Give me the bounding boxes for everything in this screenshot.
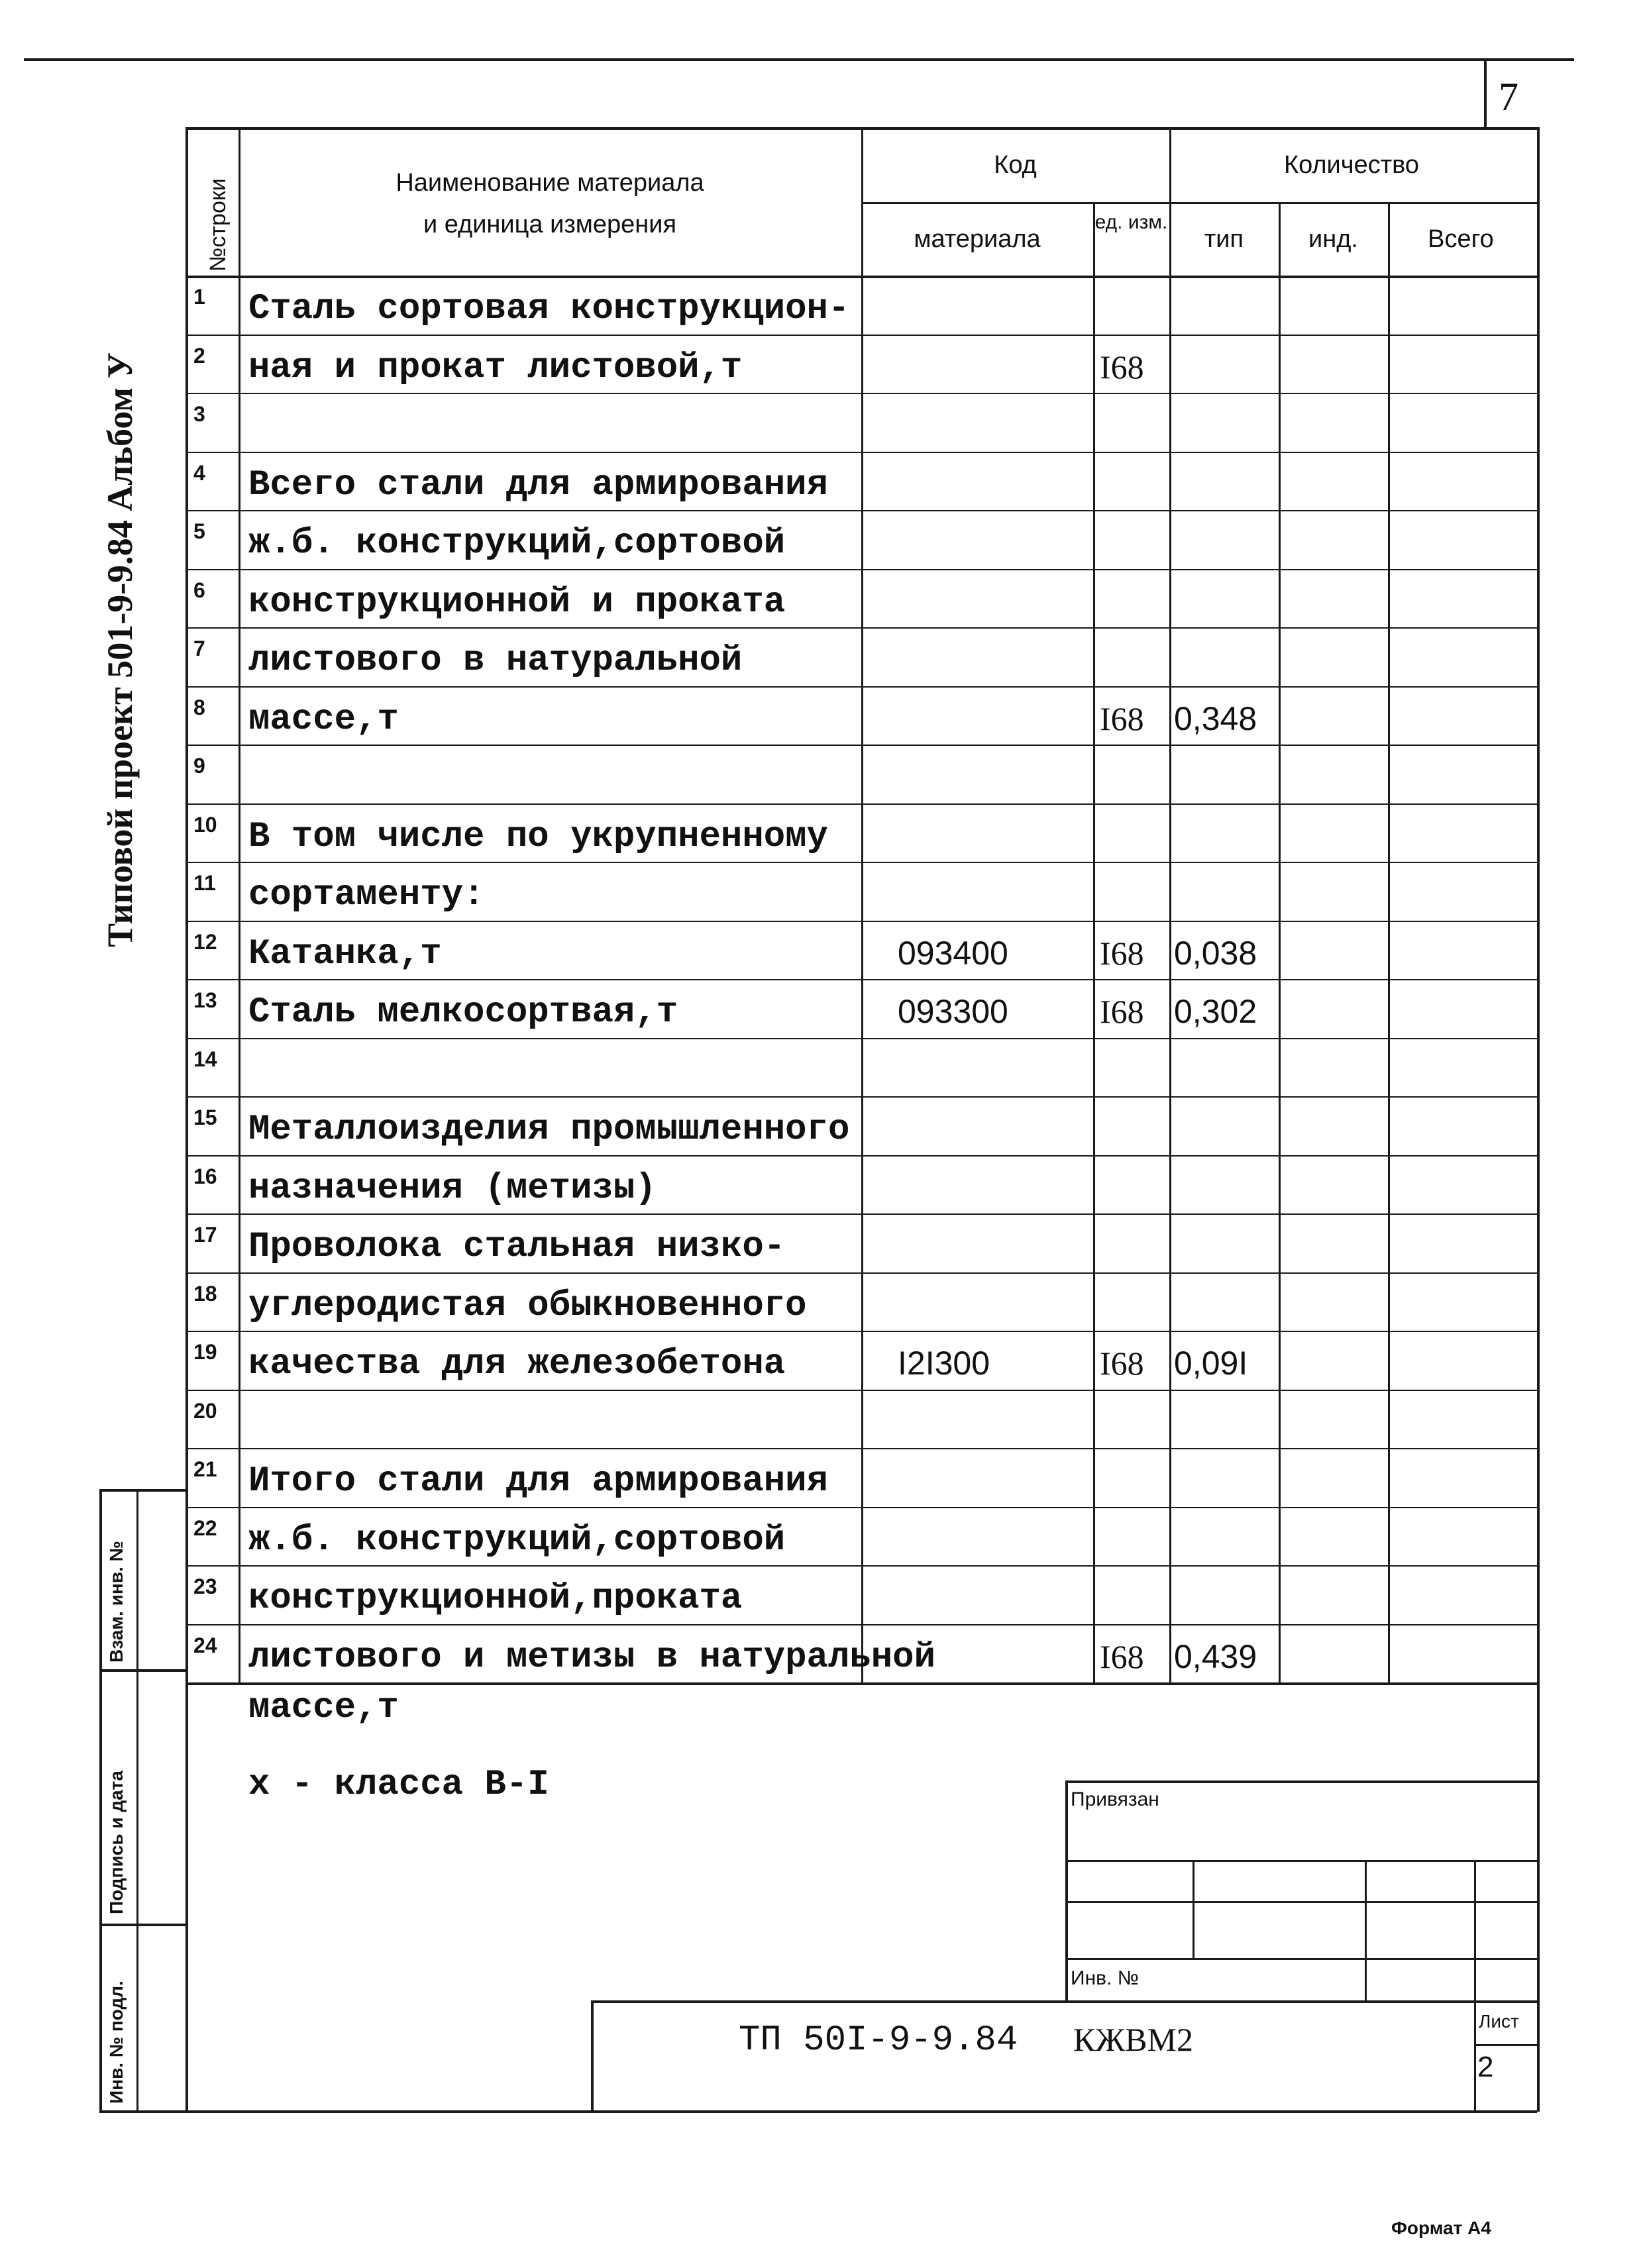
- left-strip-div1: [99, 1669, 186, 1672]
- header-quantity: Количество: [1283, 151, 1420, 179]
- row-code: 093400: [898, 934, 1008, 972]
- row-number: 13: [193, 988, 217, 1012]
- table-bottom-border: [186, 1682, 1537, 1685]
- row-number: 9: [193, 754, 205, 778]
- row-number: 22: [193, 1516, 217, 1540]
- row-line: [186, 921, 1537, 922]
- row-line: [186, 803, 1537, 805]
- row-number: 14: [193, 1047, 217, 1071]
- row-line: [186, 335, 1537, 336]
- row-number: 19: [193, 1340, 217, 1364]
- left-stamp-sign-date: Подпись и дата: [106, 1771, 127, 1914]
- row-number: 8: [193, 695, 205, 719]
- header-name-line1: Наименование материала: [396, 169, 704, 197]
- table-right-border: [1537, 127, 1540, 1682]
- row-number: 1: [193, 285, 205, 309]
- row-number: 7: [193, 637, 205, 660]
- doc-mark: КЖВМ2: [1073, 2021, 1193, 2058]
- row-line: [186, 979, 1537, 980]
- row-number: 15: [193, 1106, 217, 1129]
- row-number: 17: [193, 1223, 217, 1247]
- row-number: 10: [193, 812, 217, 837]
- row-qty-type: 0,038: [1174, 934, 1257, 972]
- row-name: Проволока стальная низко-: [248, 1227, 786, 1267]
- doc-code: ТП 50I-9-9.84: [739, 2020, 1018, 2061]
- row-line: [186, 1213, 1537, 1215]
- row-unit: I68: [1100, 1345, 1144, 1382]
- row-number: 24: [193, 1633, 217, 1657]
- column-line: [1093, 202, 1095, 1682]
- stamp-inv-no: Инв. №: [1071, 1967, 1139, 1989]
- row-unit: I68: [1100, 934, 1144, 972]
- row-line: [186, 1096, 1537, 1098]
- titleblock-top: [591, 2000, 1537, 2003]
- row-line: [186, 569, 1537, 570]
- row-number: 20: [193, 1398, 217, 1423]
- stamp-v2: [1365, 1860, 1367, 2003]
- header-qty-type: тип: [1204, 225, 1244, 253]
- column-line: [1279, 202, 1281, 1682]
- left-strip-top: [99, 1489, 186, 1492]
- stamp-top: [1065, 1780, 1537, 1783]
- row-number: 23: [193, 1574, 217, 1598]
- stamp-left: [1065, 1780, 1068, 2003]
- side-title: Типовой проект 501-9-9.84 Альбом У: [100, 352, 140, 947]
- left-strip-inner: [136, 1489, 138, 2112]
- row-unit: I68: [1100, 993, 1144, 1030]
- row-name: назначения (метизы): [248, 1168, 657, 1209]
- row-code: 093300: [898, 993, 1008, 1030]
- row-qty-type: 0,302: [1174, 993, 1257, 1030]
- row-line: [186, 1155, 1537, 1157]
- row-number: 2: [193, 343, 205, 368]
- row-name: углеродистая обыкновенного: [248, 1285, 807, 1326]
- row-name: ж.б. конструкций,сортовой: [248, 1520, 786, 1561]
- row-line: [186, 745, 1537, 746]
- row-name: Сталь мелкосортвая,т: [248, 992, 678, 1033]
- left-stamp-inv-orig: Инв. № подл.: [106, 1981, 127, 2104]
- stamp-v1: [1192, 1860, 1194, 1959]
- page-number: 7: [1499, 75, 1518, 119]
- row-line: [186, 1038, 1537, 1039]
- row-number: 16: [193, 1164, 217, 1188]
- row-name: массе,т: [248, 699, 399, 740]
- row-line: [186, 1390, 1537, 1391]
- row-unit: I68: [1100, 699, 1144, 737]
- row-line: [186, 1272, 1537, 1274]
- row-name: конструкционной и проката: [248, 582, 786, 623]
- row-number: 12: [193, 929, 217, 954]
- header-code: Код: [994, 151, 1037, 179]
- stamp-h1: [1065, 1860, 1537, 1862]
- row-name: Всего стали для армирования: [248, 464, 828, 505]
- row-line: [186, 452, 1537, 453]
- format-label: Формат А4: [1391, 2218, 1491, 2238]
- row-number: 6: [193, 578, 205, 602]
- row-line: [186, 686, 1537, 688]
- row-line: [186, 1331, 1537, 1332]
- row-line: [186, 862, 1537, 863]
- header-mid-border: [861, 202, 1537, 204]
- row-line: [186, 1624, 1537, 1625]
- left-stamp-vzam: Взам. инв. №: [106, 1541, 127, 1663]
- sheet-label: Лист: [1479, 2011, 1519, 2032]
- row-line: [186, 627, 1537, 629]
- row-unit: I68: [1100, 348, 1144, 386]
- row-name: листового и метизы в натуральной: [248, 1637, 935, 1678]
- row-number: 18: [193, 1281, 217, 1306]
- stamp-h3: [1065, 1958, 1537, 1960]
- stamp-v3: [1474, 1860, 1476, 2003]
- header-code-unit: ед. изм.: [1094, 211, 1168, 233]
- row-name: сортаменту:: [248, 875, 485, 915]
- frame-right-border: [1537, 1682, 1540, 2112]
- row-qty-type: 0,348: [1174, 699, 1257, 737]
- row-name: ж.б. конструкций,сортовой: [248, 523, 786, 564]
- stamp-attached: Привязан: [1071, 1788, 1159, 1810]
- row-number: 21: [193, 1457, 217, 1481]
- footnote-class: х - класса В-I: [248, 1765, 549, 1805]
- row-name: В том числе по укрупненному: [248, 816, 828, 857]
- header-row-number: №строки: [205, 178, 231, 272]
- continuation-text: массе,т: [248, 1688, 399, 1728]
- row-line: [186, 1448, 1537, 1449]
- row-name: Металлоизделия промышленного: [248, 1109, 850, 1150]
- row-name: листового в натуральной: [248, 641, 743, 681]
- sheet-box-left: [1474, 2000, 1476, 2113]
- row-number: 11: [193, 871, 216, 895]
- row-qty-type: 0,439: [1174, 1637, 1257, 1675]
- stamp-h2: [1065, 1901, 1537, 1903]
- titleblock-left: [591, 2000, 594, 2113]
- row-number: 5: [193, 519, 205, 543]
- row-name: ная и прокат листовой,т: [248, 347, 743, 388]
- header-qty-ind: инд.: [1308, 225, 1358, 253]
- row-number: 3: [193, 402, 205, 426]
- left-strip-outer: [99, 1489, 102, 2112]
- header-name-line2: и единица измерения: [423, 211, 677, 238]
- row-number: 4: [193, 460, 205, 485]
- row-name: Катанка,т: [248, 933, 442, 974]
- sheet-box-mid: [1474, 2044, 1537, 2046]
- row-code: I2I300: [898, 1345, 990, 1382]
- sheet-number: 2: [1477, 2051, 1494, 2083]
- header-qty-total: Всего: [1428, 225, 1494, 253]
- row-line: [186, 1565, 1537, 1567]
- row-line: [186, 1507, 1537, 1508]
- column-line: [1388, 202, 1390, 1682]
- row-name: конструкционной,проката: [248, 1578, 743, 1619]
- left-strip-bottom: [99, 2110, 186, 2113]
- row-name: Сталь сортовая конструкцион-: [248, 289, 850, 329]
- row-name: Итого стали для армирования: [248, 1461, 828, 1502]
- header-code-material: материала: [914, 225, 1041, 253]
- row-name: качества для железобетона: [248, 1344, 786, 1384]
- table-left-border: [186, 127, 188, 2112]
- row-line: [186, 510, 1537, 511]
- row-line: [186, 393, 1537, 394]
- row-unit: I68: [1100, 1637, 1144, 1675]
- left-strip-div2: [99, 1924, 186, 1926]
- frame-bottom-border: [186, 2110, 1537, 2113]
- row-qty-type: 0,09I: [1174, 1345, 1248, 1382]
